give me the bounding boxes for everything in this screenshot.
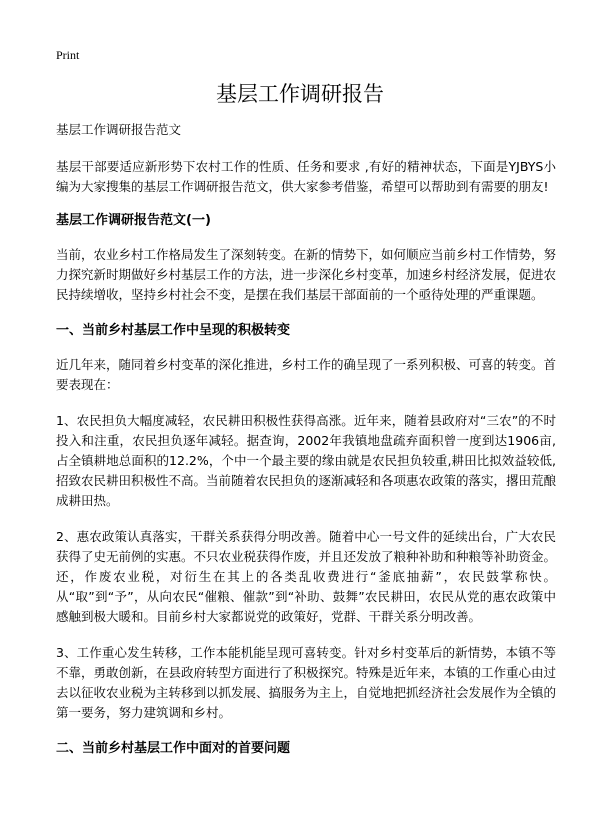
section-one-intro-paragraph: 当前，农业乡村工作格局发生了深刻转变。在新的情势下，如何顺应当前乡村工作情势，努力探究新时期做好乡村基层工作的方法，进一步深化乡村变革，加速乡村经济发展，促进农民持续增收，坚持乡村社会不变，是摆在我们基层干部面前的一个亟待处理的严重课题。 (56, 247, 557, 302)
document-body (56, 120, 556, 773)
print-link[interactable]: Print (56, 48, 80, 62)
point-2-paragraph: 2、惠农政策认真落实，干群关系获得分明改善。随着中心一号文件的延续出台，广大农民获得了史无前例的实惠。不只农业税获得作废，并且还发放了粮种补助和种粮等补助资金。还，作废农业税，对衍生在其上的各类乱收费进行“釜底抽薪”，农民鼓掌称快。从“取”到“予”，从向农民“催粮、催款”到“补助、鼓舞”农民耕田，农民从党的惠农政策中感触到极大暖和。目前乡村大家都说党的政策好，党群、干群关系分明改善。 (56, 529, 557, 624)
point-3-paragraph: 3、工作重心发生转移，工作本能机能呈现可喜转变。针对乡村变革后的新情势，本镇不等不靠，勇敢创新，在县政府转型方面进行了积极探究。特殊是近年来，本镇的工作重心由过去以征收农业税为主转移到以抓发展、搞服务为主上，自觉地把抓经济社会发展作为全镇的第一要务，努力建筑调和乡村。 (56, 645, 557, 720)
part-one-intro-paragraph: 近几年来，随同着乡村变革的深化推进，乡村工作的确呈现了一系列积极、可喜的转变。首要表现在： (56, 357, 557, 392)
intro-paragraph: 基层干部要适应新形势下农村工作的性质、任务和要求 ,有好的精神状态，下面是YJBYS小编为大家搜集的基层工作调研报告范文，供大家参考借鉴，希望可以帮助到有需要的朋友! (56, 159, 556, 194)
point-1-paragraph: 1、农民担负大幅度减轻，农民耕田积极性获得高涨。近年来，随着县政府对“三农”的不时投入和注重，农民担负逐年减轻。据查询，2002年我镇地盘疏弃面积曾一度到达1906亩,占全镇耕地总面积的12.2%，个中一个最主要的缘由就是农民担负较重,耕田比拟效益较低,招致农民耕田积极性不高。当前随着农民担负的逐渐减轻和各项惠农政策的落实，撂田荒酿成耕田热。 (56, 413, 557, 508)
part-two-heading: 二、当前乡村基层工作中面对的首要问题 (56, 741, 291, 756)
part-one-heading: 一、当前乡村基层工作中呈现的积极转变 (56, 323, 291, 338)
page-title: 基层工作调研报告 (216, 82, 384, 106)
document-subtitle: 基层工作调研报告范文 (56, 122, 182, 137)
section-one-heading: 基层工作调研报告范文(一) (56, 213, 211, 228)
